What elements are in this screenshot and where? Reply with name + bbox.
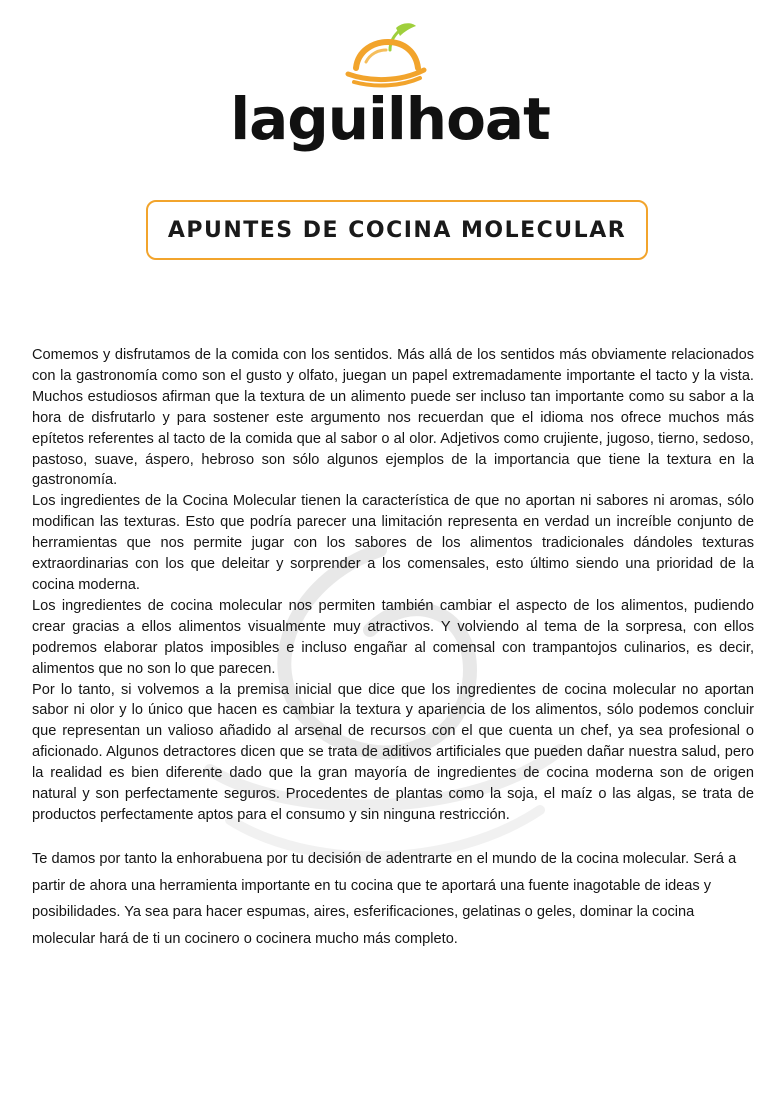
page-title: APUNTES DE COCINA MOLECULAR	[167, 217, 627, 243]
closing-paragraph: Te damos por tanto la enhorabuena por tu decisión de adentrarte en el mundo de la cocina molecular. Será a partir de ahora una herramienta importante en tu cocina que te aportará una fuente inagotable de ideas y posibilidades. Ya sea para hacer espumas, aires, esferificaciones, gelatinas o geles, dominar la cocina molecular hará de ti un cocinero o cocinera mucho más completo.	[32, 851, 737, 947]
paragraph: Comemos y disfrutamos de la comida con los sentidos. Más allá de los sentidos más obviamente relacionados con la gastronomía como son el gusto y olfato, juegan un papel extremadamente importante el tacto y la vista. Muchos estudiosos afirman que la textura de un alimento puede ser incluso tan importante como su sabor a la hora de disfrutarlo y para sostener este argumento nos recuerdan que el idioma nos ofrece muchos más epítetos referentes al tacto de la comida que al sabor o al olor. Adjetivos como crujiente, jugoso, tierno, sedoso, pastoso, suave, áspero, hebroso son sólo algunos ejemplos de la importancia que tiene la textura en la gastronomía.	[32, 347, 754, 489]
paragraph: Por lo tanto, si volvemos a la premisa inicial que dice que los ingredientes de cocina molecular no aportan sabor ni olor y lo único que hacen es cambiar la textura y apariencia de los alimentos, sólo podemos concluir que representan un valioso añadido al arsenal de recursos con el que cuenta un chef, ya sea profesional o aficionado. Algunos detractores dicen que se trata de aditivos artificiales que pueden dañar nuestra salud, pero la realidad es bien diferente dado que la gran mayoría de ingredientes de cocina moderna son de origen natural y son perfectamente seguros. Procedentes de plantas como la soja, el maíz o las algas, se trata de productos perfectamente aptos para el consumo y sin ninguna restricción.	[32, 681, 754, 823]
title-box	[146, 200, 648, 260]
brand-logo	[0, 22, 780, 152]
cloche-with-leaf-icon	[340, 22, 430, 92]
paragraph: Los ingredientes de la Cocina Molecular tienen la característica de que no aportan ni sabores ni aromas, sólo modifican las texturas. Esto que podría parecer una limitación representa en verdad un increíble conjunto de herramientas que nos permite jugar con los sabores de los alimentos tradicionales dándoles texturas extraordinarias con los que deleitar y sorprender a los comensales, esto último siendo una prioridad de la cocina moderna.	[32, 493, 754, 593]
body-text	[32, 345, 754, 826]
closing-text	[32, 846, 754, 952]
paragraph: Los ingredientes de cocina molecular nos permiten también cambiar el aspecto de los alimentos, pudiendo crear gracias a ellos alimentos visualmente muy atractivos. Y volviendo al tema de la sorpresa, con ellos podremos elaborar platos imposibles e incluso engañar al comensal con trampantojos culinarios, es decir, alimentos que no son lo que parecen.	[32, 597, 754, 677]
brand-name: laguilhoat	[230, 85, 550, 153]
